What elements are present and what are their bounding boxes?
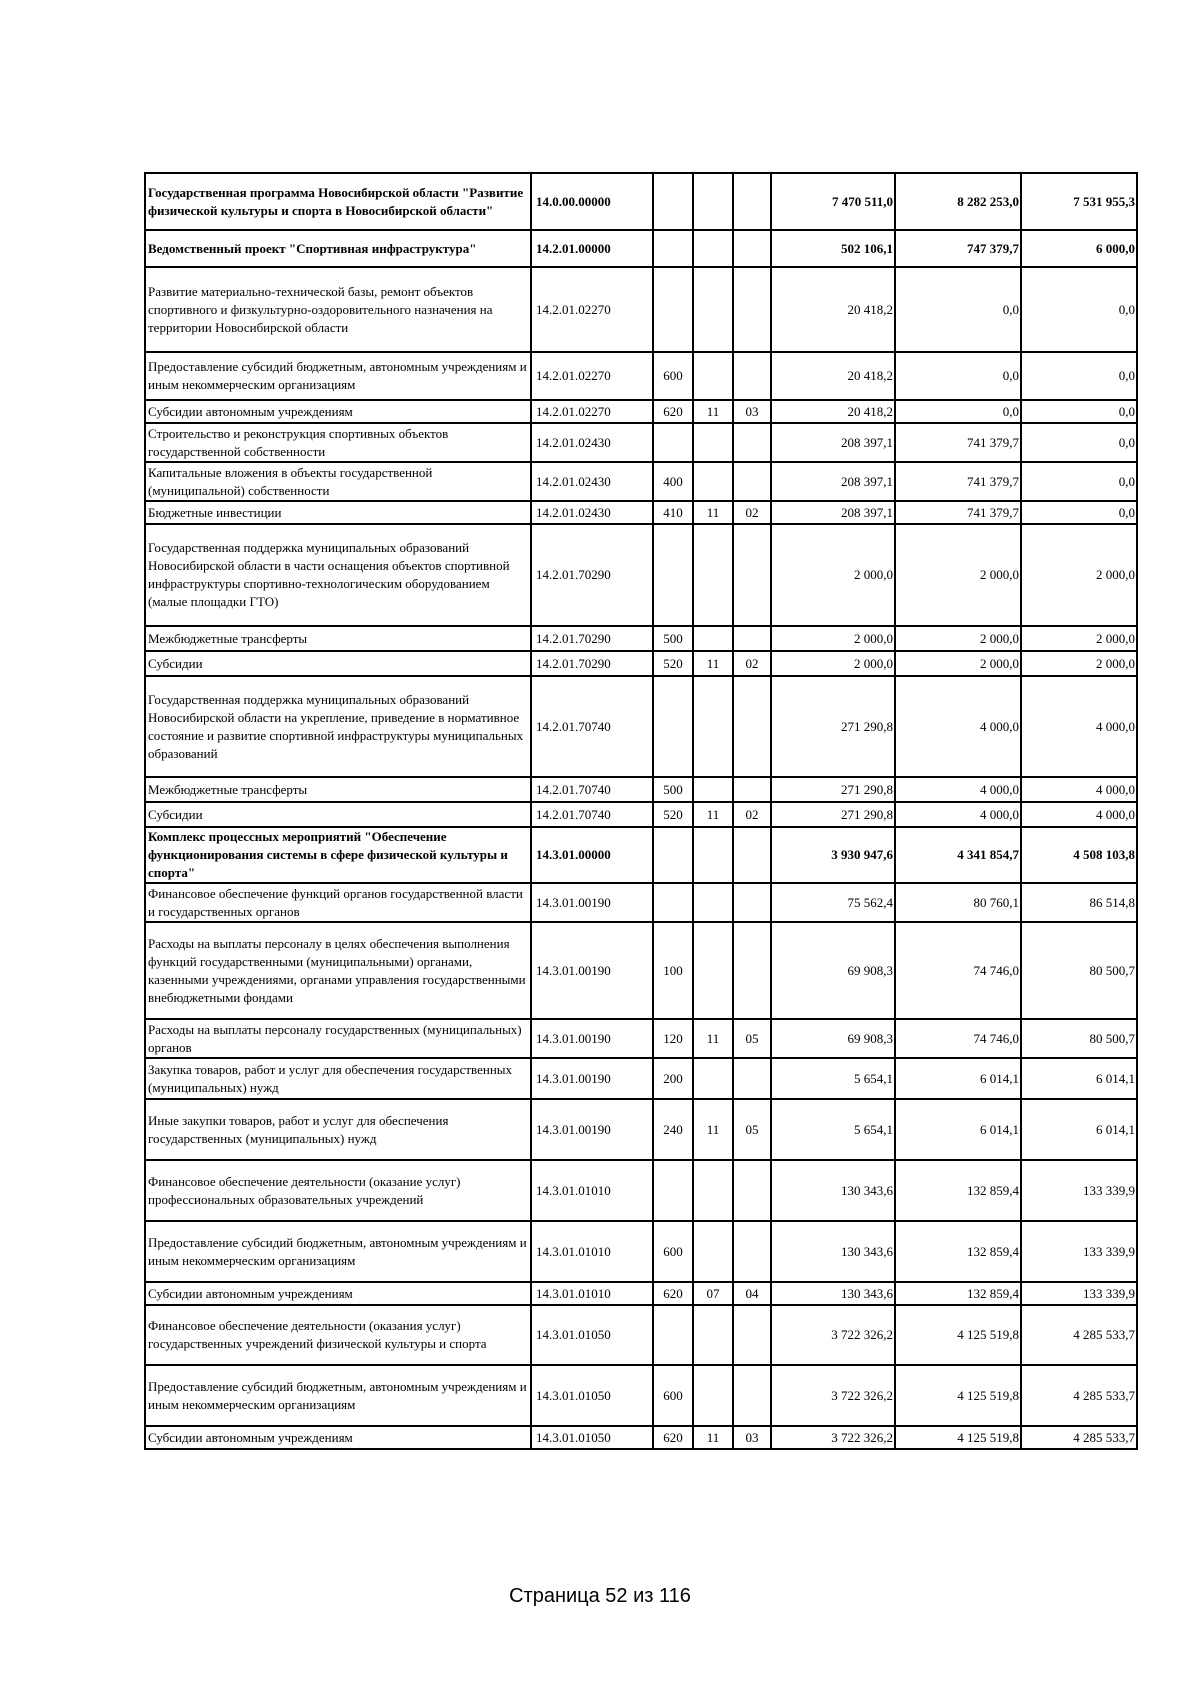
row-amount-year-2: 4 000,0 <box>895 777 1021 802</box>
row-section <box>693 462 733 501</box>
row-amount-year-3: 133 339,9 <box>1021 1160 1137 1221</box>
row-amount-year-3: 0,0 <box>1021 352 1137 400</box>
row-code: 14.3.01.01010 <box>531 1282 653 1305</box>
row-subsection <box>733 1305 771 1365</box>
row-amount-year-3: 6 014,1 <box>1021 1058 1137 1099</box>
row-code: 14.2.01.70740 <box>531 802 653 827</box>
row-subsection: 05 <box>733 1099 771 1160</box>
table-row <box>145 1426 1137 1449</box>
row-code: 14.3.01.00000 <box>531 827 653 883</box>
row-section <box>693 1160 733 1221</box>
row-amount-year-2: 74 746,0 <box>895 922 1021 1019</box>
row-code: 14.3.01.00190 <box>531 1058 653 1099</box>
row-expense-type: 600 <box>653 1365 693 1426</box>
row-subsection: 02 <box>733 501 771 524</box>
row-subsection <box>733 173 771 230</box>
row-amount-year-3: 7 531 955,3 <box>1021 173 1137 230</box>
row-amount-year-2: 2 000,0 <box>895 524 1021 626</box>
row-amount-year-3: 80 500,7 <box>1021 1019 1137 1058</box>
table-row <box>145 827 1137 883</box>
row-amount-year-3: 6 000,0 <box>1021 230 1137 267</box>
row-amount-year-1: 208 397,1 <box>771 462 895 501</box>
row-amount-year-2: 6 014,1 <box>895 1058 1021 1099</box>
row-subsection <box>733 777 771 802</box>
table-row <box>145 230 1137 267</box>
row-expense-type: 600 <box>653 1221 693 1282</box>
row-amount-year-1: 2 000,0 <box>771 626 895 651</box>
row-expense-type <box>653 883 693 922</box>
row-subsection <box>733 423 771 462</box>
row-subsection: 05 <box>733 1019 771 1058</box>
row-amount-year-1: 2 000,0 <box>771 651 895 676</box>
row-amount-year-3: 80 500,7 <box>1021 922 1137 1019</box>
row-code: 14.3.01.00190 <box>531 883 653 922</box>
row-amount-year-3: 0,0 <box>1021 462 1137 501</box>
row-subsection <box>733 1058 771 1099</box>
row-name: Бюджетные инвестиции <box>145 501 531 524</box>
row-amount-year-2: 0,0 <box>895 267 1021 352</box>
row-name: Предоставление субсидий бюджетным, автономным учреждениям и иным некоммерческим организациям <box>145 352 531 400</box>
row-section <box>693 524 733 626</box>
row-expense-type: 410 <box>653 501 693 524</box>
row-amount-year-1: 271 290,8 <box>771 676 895 777</box>
row-expense-type <box>653 267 693 352</box>
row-code: 14.0.00.00000 <box>531 173 653 230</box>
table-row <box>145 1099 1137 1160</box>
row-name: Государственная поддержка муниципальных образований Новосибирской области в части оснащения объектов спортивной инфраструктуры спортивно-технологическим оборудованием (малые площадки ГТО) <box>145 524 531 626</box>
row-subsection: 02 <box>733 651 771 676</box>
row-subsection: 03 <box>733 400 771 423</box>
row-name: Субсидии <box>145 651 531 676</box>
table-row <box>145 501 1137 524</box>
row-name: Финансовое обеспечение деятельности (оказания услуг) государственных учреждений физической культуры и спорта <box>145 1305 531 1365</box>
row-subsection <box>733 1160 771 1221</box>
row-section: 11 <box>693 1099 733 1160</box>
row-section <box>693 1365 733 1426</box>
row-expense-type: 200 <box>653 1058 693 1099</box>
row-expense-type: 520 <box>653 651 693 676</box>
table-row <box>145 352 1137 400</box>
row-code: 14.2.01.70740 <box>531 777 653 802</box>
row-amount-year-1: 69 908,3 <box>771 922 895 1019</box>
row-expense-type <box>653 173 693 230</box>
row-section <box>693 777 733 802</box>
row-amount-year-3: 86 514,8 <box>1021 883 1137 922</box>
row-amount-year-3: 4 508 103,8 <box>1021 827 1137 883</box>
row-section <box>693 676 733 777</box>
row-amount-year-1: 20 418,2 <box>771 352 895 400</box>
row-amount-year-3: 133 339,9 <box>1021 1221 1137 1282</box>
table-row <box>145 1160 1137 1221</box>
row-code: 14.2.01.02430 <box>531 423 653 462</box>
row-expense-type: 600 <box>653 352 693 400</box>
row-amount-year-2: 4 341 854,7 <box>895 827 1021 883</box>
row-amount-year-1: 130 343,6 <box>771 1221 895 1282</box>
row-amount-year-1: 75 562,4 <box>771 883 895 922</box>
row-amount-year-1: 3 722 326,2 <box>771 1426 895 1449</box>
row-amount-year-3: 2 000,0 <box>1021 651 1137 676</box>
row-subsection <box>733 827 771 883</box>
table-row <box>145 883 1137 922</box>
row-subsection <box>733 267 771 352</box>
row-code: 14.2.01.70740 <box>531 676 653 777</box>
row-amount-year-1: 20 418,2 <box>771 267 895 352</box>
row-amount-year-3: 2 000,0 <box>1021 626 1137 651</box>
row-code: 14.2.01.70290 <box>531 651 653 676</box>
table-row <box>145 651 1137 676</box>
row-name: Государственная поддержка муниципальных образований Новосибирской области на укрепление, приведение в нормативное состояние и развитие спортивной инфраструктуры муниципальных образований <box>145 676 531 777</box>
row-amount-year-2: 6 014,1 <box>895 1099 1021 1160</box>
table-row <box>145 423 1137 462</box>
row-expense-type <box>653 676 693 777</box>
row-section: 11 <box>693 1426 733 1449</box>
row-amount-year-2: 2 000,0 <box>895 626 1021 651</box>
row-amount-year-3: 4 285 533,7 <box>1021 1305 1137 1365</box>
row-amount-year-2: 4 000,0 <box>895 802 1021 827</box>
table-row <box>145 1365 1137 1426</box>
row-section <box>693 883 733 922</box>
row-amount-year-2: 0,0 <box>895 352 1021 400</box>
row-amount-year-2: 4 125 519,8 <box>895 1365 1021 1426</box>
row-section <box>693 626 733 651</box>
row-code: 14.3.01.01010 <box>531 1160 653 1221</box>
row-subsection <box>733 524 771 626</box>
row-expense-type: 240 <box>653 1099 693 1160</box>
row-amount-year-2: 4 125 519,8 <box>895 1426 1021 1449</box>
row-expense-type <box>653 1305 693 1365</box>
row-name: Иные закупки товаров, работ и услуг для обеспечения государственных (муниципальных) нужд <box>145 1099 531 1160</box>
row-amount-year-2: 4 125 519,8 <box>895 1305 1021 1365</box>
row-amount-year-1: 208 397,1 <box>771 501 895 524</box>
row-section: 11 <box>693 1019 733 1058</box>
row-name: Предоставление субсидий бюджетным, автономным учреждениям и иным некоммерческим организациям <box>145 1365 531 1426</box>
row-amount-year-2: 4 000,0 <box>895 676 1021 777</box>
row-amount-year-2: 747 379,7 <box>895 230 1021 267</box>
row-expense-type <box>653 524 693 626</box>
row-expense-type: 500 <box>653 777 693 802</box>
row-amount-year-1: 5 654,1 <box>771 1058 895 1099</box>
page-number: Страница 52 из 116 <box>509 1585 691 1607</box>
table-row <box>145 400 1137 423</box>
row-amount-year-2: 80 760,1 <box>895 883 1021 922</box>
row-name: Субсидии автономным учреждениям <box>145 400 531 423</box>
row-amount-year-3: 4 285 533,7 <box>1021 1426 1137 1449</box>
row-amount-year-1: 20 418,2 <box>771 400 895 423</box>
row-name: Финансовое обеспечение функций органов государственной власти и государственных органов <box>145 883 531 922</box>
row-code: 14.2.01.02430 <box>531 501 653 524</box>
row-section <box>693 352 733 400</box>
row-amount-year-3: 0,0 <box>1021 501 1137 524</box>
row-expense-type: 500 <box>653 626 693 651</box>
row-amount-year-2: 8 282 253,0 <box>895 173 1021 230</box>
table-row <box>145 1019 1137 1058</box>
table-row <box>145 462 1137 501</box>
row-code: 14.3.01.01010 <box>531 1221 653 1282</box>
row-expense-type <box>653 423 693 462</box>
row-amount-year-2: 741 379,7 <box>895 462 1021 501</box>
row-name: Строительство и реконструкция спортивных объектов государственной собственности <box>145 423 531 462</box>
row-name: Межбюджетные трансферты <box>145 626 531 651</box>
row-subsection <box>733 352 771 400</box>
row-name: Финансовое обеспечение деятельности (оказание услуг) профессиональных образовательных учреждений <box>145 1160 531 1221</box>
row-amount-year-3: 2 000,0 <box>1021 524 1137 626</box>
row-name: Субсидии <box>145 802 531 827</box>
row-expense-type: 620 <box>653 400 693 423</box>
row-subsection <box>733 1221 771 1282</box>
row-subsection <box>733 676 771 777</box>
row-code: 14.2.01.02270 <box>531 400 653 423</box>
row-code: 14.3.01.00190 <box>531 1019 653 1058</box>
row-expense-type <box>653 827 693 883</box>
row-name: Развитие материально-технической базы, ремонт объектов спортивного и физкультурно-оздоровительного назначения на территории Новосибирской области <box>145 267 531 352</box>
row-section <box>693 922 733 1019</box>
row-section <box>693 423 733 462</box>
row-subsection: 03 <box>733 1426 771 1449</box>
row-amount-year-2: 741 379,7 <box>895 501 1021 524</box>
row-code: 14.2.01.70290 <box>531 626 653 651</box>
row-subsection <box>733 1365 771 1426</box>
row-amount-year-1: 130 343,6 <box>771 1282 895 1305</box>
row-amount-year-1: 3 930 947,6 <box>771 827 895 883</box>
row-code: 14.2.01.70290 <box>531 524 653 626</box>
row-code: 14.3.01.01050 <box>531 1426 653 1449</box>
row-amount-year-3: 6 014,1 <box>1021 1099 1137 1160</box>
row-amount-year-1: 502 106,1 <box>771 230 895 267</box>
row-name: Расходы на выплаты персоналу в целях обеспечения выполнения функций государственными (муниципальными) органами, казенными учреждениями, органами управления государственными внебюджетными фондами <box>145 922 531 1019</box>
row-amount-year-1: 208 397,1 <box>771 423 895 462</box>
row-code: 14.2.01.02270 <box>531 267 653 352</box>
row-section <box>693 230 733 267</box>
row-amount-year-1: 130 343,6 <box>771 1160 895 1221</box>
row-amount-year-3: 133 339,9 <box>1021 1282 1137 1305</box>
row-expense-type: 520 <box>653 802 693 827</box>
table-row <box>145 267 1137 352</box>
row-amount-year-1: 5 654,1 <box>771 1099 895 1160</box>
row-section: 11 <box>693 400 733 423</box>
row-subsection: 04 <box>733 1282 771 1305</box>
row-name: Закупка товаров, работ и услуг для обеспечения государственных (муниципальных) нужд <box>145 1058 531 1099</box>
row-amount-year-2: 0,0 <box>895 400 1021 423</box>
table-row <box>145 1058 1137 1099</box>
row-expense-type <box>653 230 693 267</box>
row-amount-year-1: 7 470 511,0 <box>771 173 895 230</box>
row-name: Ведомственный проект "Спортивная инфраструктура" <box>145 230 531 267</box>
row-name: Капитальные вложения в объекты государственной (муниципальной) собственности <box>145 462 531 501</box>
row-amount-year-2: 74 746,0 <box>895 1019 1021 1058</box>
row-expense-type: 120 <box>653 1019 693 1058</box>
row-expense-type: 620 <box>653 1426 693 1449</box>
row-code: 14.3.01.01050 <box>531 1365 653 1426</box>
row-section <box>693 1058 733 1099</box>
row-amount-year-1: 69 908,3 <box>771 1019 895 1058</box>
row-code: 14.3.01.00190 <box>531 1099 653 1160</box>
row-amount-year-1: 3 722 326,2 <box>771 1365 895 1426</box>
row-name: Расходы на выплаты персоналу государственных (муниципальных) органов <box>145 1019 531 1058</box>
row-section <box>693 267 733 352</box>
row-name: Государственная программа Новосибирской области "Развитие физической культуры и спорта в Новосибирской области" <box>145 173 531 230</box>
row-name: Предоставление субсидий бюджетным, автономным учреждениям и иным некоммерческим организациям <box>145 1221 531 1282</box>
row-subsection: 02 <box>733 802 771 827</box>
row-name: Межбюджетные трансферты <box>145 777 531 802</box>
row-subsection <box>733 626 771 651</box>
row-expense-type: 400 <box>653 462 693 501</box>
row-subsection <box>733 922 771 1019</box>
row-expense-type: 100 <box>653 922 693 1019</box>
row-section: 11 <box>693 501 733 524</box>
row-name: Субсидии автономным учреждениям <box>145 1282 531 1305</box>
row-section: 11 <box>693 802 733 827</box>
row-code: 14.2.01.00000 <box>531 230 653 267</box>
row-section <box>693 827 733 883</box>
budget-table <box>144 172 1138 1450</box>
row-amount-year-3: 4 000,0 <box>1021 676 1137 777</box>
row-name: Комплекс процессных мероприятий "Обеспечение функционирования системы в сфере физической культуры и спорта" <box>145 827 531 883</box>
table-row <box>145 676 1137 777</box>
row-amount-year-3: 0,0 <box>1021 267 1137 352</box>
row-amount-year-3: 4 000,0 <box>1021 777 1137 802</box>
table-row <box>145 777 1137 802</box>
row-section <box>693 173 733 230</box>
row-amount-year-1: 2 000,0 <box>771 524 895 626</box>
row-code: 14.2.01.02270 <box>531 352 653 400</box>
row-name: Субсидии автономным учреждениям <box>145 1426 531 1449</box>
row-amount-year-2: 132 859,4 <box>895 1160 1021 1221</box>
row-amount-year-3: 4 000,0 <box>1021 802 1137 827</box>
row-amount-year-3: 0,0 <box>1021 423 1137 462</box>
row-section <box>693 1221 733 1282</box>
row-code: 14.3.01.00190 <box>531 922 653 1019</box>
row-code: 14.2.01.02430 <box>531 462 653 501</box>
row-subsection <box>733 462 771 501</box>
row-amount-year-2: 2 000,0 <box>895 651 1021 676</box>
row-code: 14.3.01.01050 <box>531 1305 653 1365</box>
row-amount-year-2: 132 859,4 <box>895 1221 1021 1282</box>
table-row <box>145 626 1137 651</box>
row-expense-type: 620 <box>653 1282 693 1305</box>
row-subsection <box>733 883 771 922</box>
table-row <box>145 524 1137 626</box>
table-row <box>145 173 1137 230</box>
row-amount-year-2: 132 859,4 <box>895 1282 1021 1305</box>
row-section: 11 <box>693 651 733 676</box>
table-row <box>145 922 1137 1019</box>
row-amount-year-1: 271 290,8 <box>771 777 895 802</box>
row-expense-type <box>653 1160 693 1221</box>
row-amount-year-3: 4 285 533,7 <box>1021 1365 1137 1426</box>
row-amount-year-3: 0,0 <box>1021 400 1137 423</box>
row-amount-year-1: 3 722 326,2 <box>771 1305 895 1365</box>
row-amount-year-2: 741 379,7 <box>895 423 1021 462</box>
table-row <box>145 1305 1137 1365</box>
table-body <box>145 173 1137 1449</box>
table-row <box>145 802 1137 827</box>
row-subsection <box>733 230 771 267</box>
row-section <box>693 1305 733 1365</box>
row-amount-year-1: 271 290,8 <box>771 802 895 827</box>
row-section: 07 <box>693 1282 733 1305</box>
table-row <box>145 1221 1137 1282</box>
table-row <box>145 1282 1137 1305</box>
